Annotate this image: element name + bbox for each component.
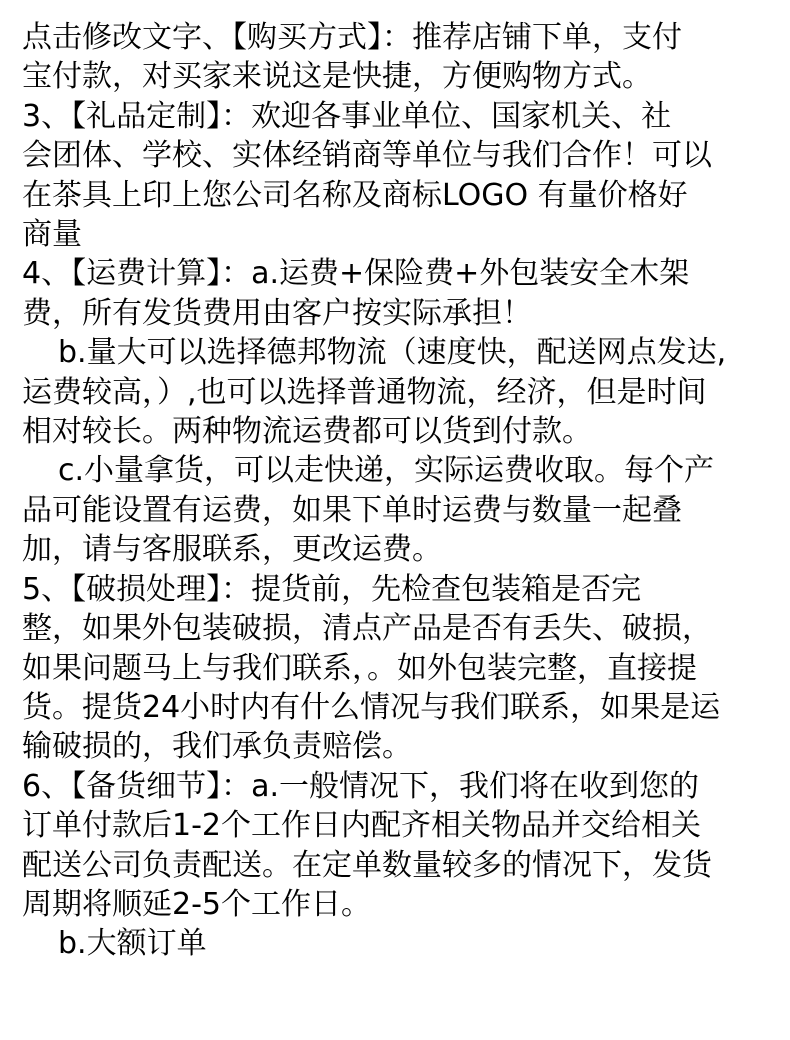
text-line-shipping-c-cont-1: 品可能设置有运费，如果下单时运费与数量一起叠 [22,492,682,528]
text-line-stock-details-cont-2: 配送公司负责配送。在定单数量较多的情况下，发货 [22,847,712,883]
text-line-stock-b: b.大额订单 [58,926,207,962]
text-line-shipping-c: c.小量拿货，可以走快递，实际运费收取。每个产 [58,453,715,489]
text-line-damage-handling: 5、【破损处理】：提货前，先检查包装箱是否完 [22,571,642,607]
text-line-shipping-calc-cont: 费，所有发货费用由客户按实际承担！ [22,295,532,331]
text-line-shipping-b-cont-1: 运费较高，）,也可以选择普通物流，经济，但是时间 [22,374,707,410]
text-line-damage-handling-cont-4: 输破损的，我们承负责赔偿。 [22,729,412,765]
text-line-shipping-c-cont-2: 加，请与客服联系，更改运费。 [22,532,442,568]
text-line-damage-handling-cont-1: 整，如果外包装破损，清点产品是否有丢失、破损， [22,611,712,647]
text-line-stock-details: 6、【备货细节】：a.一般情况下，我们将在收到您的 [22,768,700,804]
text-line-stock-details-cont-3: 周期将顺延2-5个工作日。 [22,886,371,922]
text-line-shipping-b: b.量大可以选择德邦物流（速度快，配送网点发达, [58,335,727,371]
text-line-gift-custom-cont-1: 会团体、学校、实体经销商等单位与我们合作！可以 [22,138,712,174]
text-line-damage-handling-cont-2: 如果问题马上与我们联系，。如外包装完整，直接提 [22,650,697,686]
text-line-purchase-method-cont: 宝付款，对买家来说这是快捷，方便购物方式。 [22,59,652,95]
text-line-gift-custom-cont-3: 商量 [22,217,82,253]
text-line-purchase-method: 点击修改文字、【购买方式】：推荐店铺下单，支付 [22,20,682,55]
text-line-gift-custom: 3、【礼品定制】：欢迎各事业单位、国家机关、社 [22,98,672,134]
text-line-shipping-calc: 4、【运费计算】：a.运费+保险费+外包装安全木架 [22,256,690,292]
text-line-stock-details-cont-1: 订单付款后1-2个工作日内配齐相关物品并交给相关 [22,808,701,844]
text-line-shipping-b-cont-2: 相对较长。两种物流运费都可以货到付款。 [22,414,592,450]
text-line-damage-handling-cont-3: 货。提货24小时内有什么情况与我们联系，如果是运 [22,689,721,725]
text-line-gift-custom-cont-2: 在茶具上印上您公司名称及商标LOGO 有量价格好 [22,177,688,213]
